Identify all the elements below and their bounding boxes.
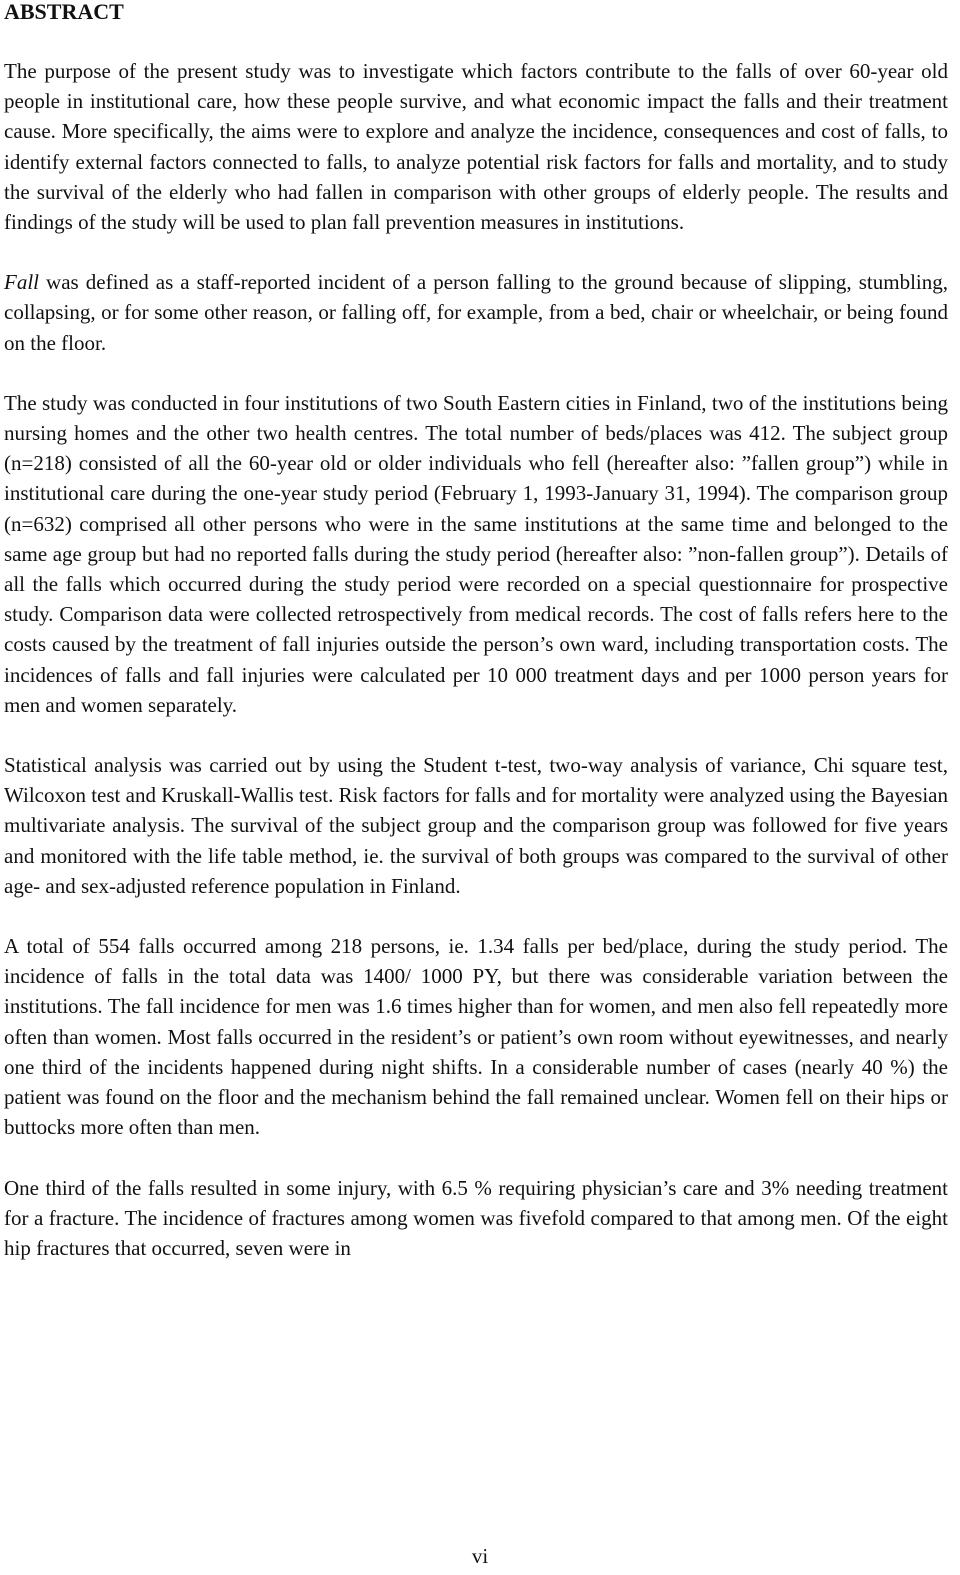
page-number: vi (471, 1544, 489, 1568)
definition-text: was defined as a staff-reported incident of a person falling to the ground because of slipping, stumbling, collapsing, or for some other reason, or falling off, for example, from a bed, chair or wheelchair, or being found on the floor. (4, 270, 948, 355)
document-page (4, 0, 948, 1293)
paragraph-purpose: The purpose of the present study was to investigate which factors contribute to the falls of over 60-year old people in institutional care, how these people survive, and what economic impact the falls and their treatment cause. More specifically, the aims were to explore and analyze the incidence, consequences and cost of falls, to identify external factors connected to falls, to analyze potential risk factors for falls and mortality, and to study the survival of the elderly who had fallen in comparison with other groups of elderly people. The results and findings of the study will be used to plan fall prevention measures in institutions. (4, 59, 948, 235)
paragraph-fall-results: A total of 554 falls occurred among 218 persons, ie. 1.34 falls per bed/place, during the study period. The incidence of falls in the total data was 1400/ 1000 PY, but there was considerable variation between the institutions. The fall incidence for men was 1.6 times higher than for women, and men also fell repeatedly more often than women. Most falls occurred in the resident’s or patient’s own room without eyewitnesses, and nearly one third of the incidents happened during night shifts. In a considerable number of cases (nearly 40 %) the patient was found on the floor and the mechanism behind the fall remained unclear. Women fell on their hips or buttocks more often than men. (4, 934, 948, 1140)
paragraph-statistical-analysis: Statistical analysis was carried out by using the Student t-test, two-way analysis of variance, Chi square test, Wilcoxon test and Kruskall-Wallis test. Risk factors for falls and for mortality were analyzed using the Bayesian multivariate analysis. The survival of the subject group and the comparison group was followed for five years and monitored with the life table method, ie. the survival of both groups was compared to the survival of other age- and sex-adjusted reference population in Finland. (4, 753, 948, 898)
paragraph-study-setting: The study was conducted in four institutions of two South Eastern cities in Finland, two of the institutions being nursing homes and the other two health centres. The total number of beds/places was 412. The subject group (n=218) consisted of all the 60-year old or older individuals who fell (hereafter also: ”fallen group”) while in institutional care during the one-year study period (February 1, 1993-January 31, 1994). The comparison group (n=632) comprised all other persons who were in the same institutions at the same time and belonged to the same age group but had no reported falls during the study period (hereafter also: ”non-fallen group”). Details of all the falls which occurred during the study period were recorded on a special questionnaire for prospective study. Comparison data were collected retrospectively from medical records. The cost of falls refers here to the costs caused by the treatment of fall injuries outside the person’s own ward, including transportation costs. The incidences of falls and fall injuries were calculated per 10 000 treatment days and per 1000 person years for men and women separately. (4, 390, 948, 717)
paragraph-injury-results: One third of the falls resulted in some injury, with 6.5 % requiring physician’s care and 3% needing treatment for a fracture. The incidence of fractures among women was fivefold compared to that among men. Of the eight hip fractures that occurred, seven were in (4, 1175, 948, 1260)
defined-term: Fall (4, 270, 39, 295)
section-heading: ABSTRACT (4, 0, 124, 24)
paragraph-fall-definition (4, 267, 948, 358)
